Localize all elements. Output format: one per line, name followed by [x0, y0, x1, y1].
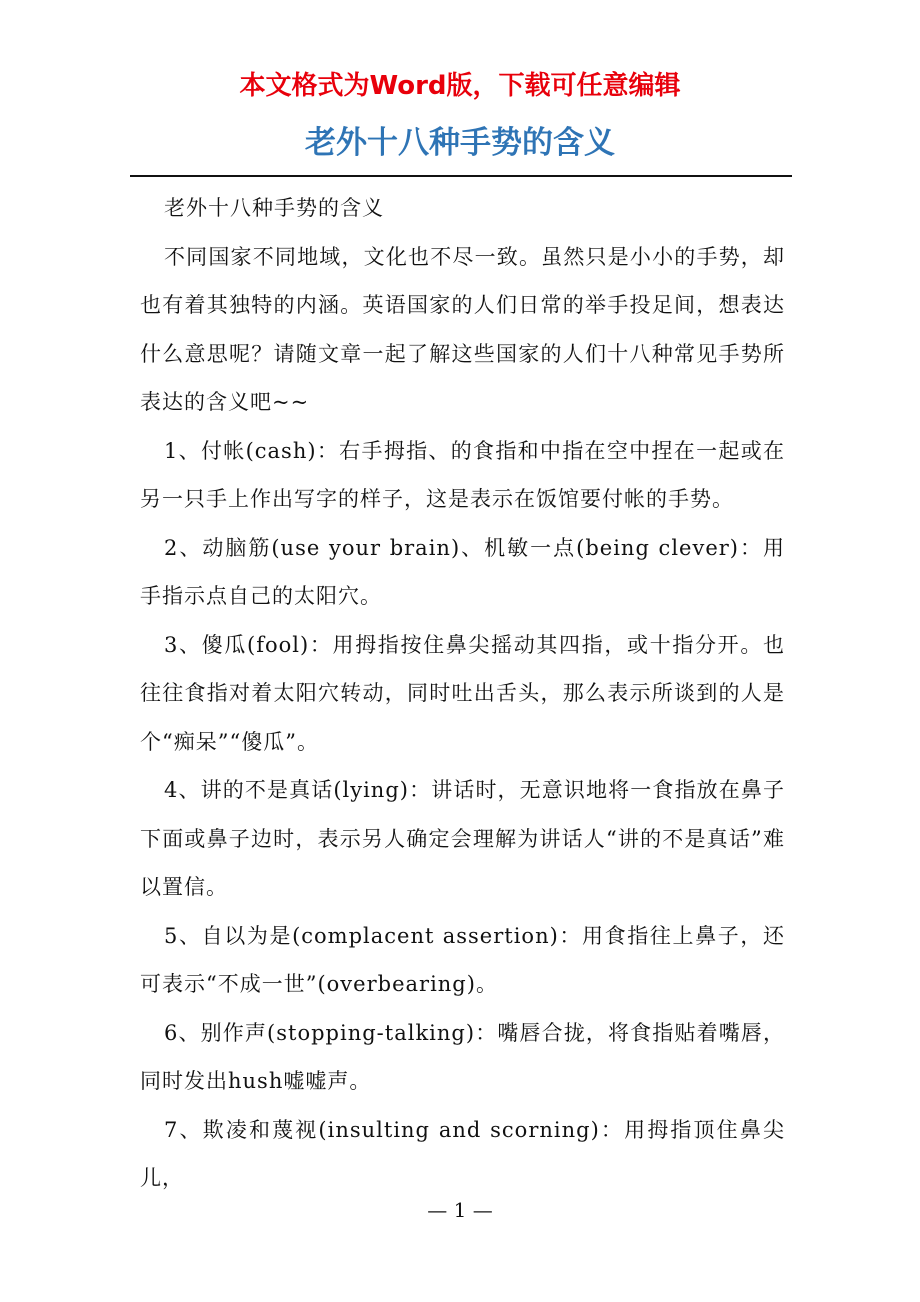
- document-title: 老外十八种手势的含义: [305, 125, 615, 161]
- paragraph-item-6: 6、别作声(stopping-talking)：嘴唇合拢，将食指贴着嘴唇，同时发出hush嘘嘘声。: [140, 1020, 785, 1093]
- paragraph-item-3: 3、傻瓜(fool)：用拇指按住鼻尖摇动其四指，或十指分开。也往往食指对着太阳穴转动，同时吐出舌头，那么表示所谈到的人是个“痴呆”“傻瓜”。: [140, 632, 785, 754]
- paragraph-item-4: 4、讲的不是真话(lying)：讲话时，无意识地将一食指放在鼻子下面或鼻子边时，表示另人确定会理解为讲话人“讲的不是真话”难以置信。: [140, 778, 785, 899]
- paragraph-intro: 不同国家不同地域，文化也不尽一致。虽然只是小小的手势，却也有着其独特的内涵。英语国家的人们日常的举手投足间，想表达什么意思呢？请随文章一起了解这些国家的人们十八种常见手势所表达的含义吧~~: [140, 244, 785, 414]
- paragraph-item-1: 1、付帐(cash)：右手拇指、的食指和中指在空中捏在一起或在另一只手上作出写字的样子，这是表示在饭馆要付帐的手势。: [140, 438, 785, 511]
- document-body: [140, 184, 785, 1203]
- paragraph-item-5: 5、自以为是(complacent assertion)：用食指往上鼻子，还可表示“不成一世”(overbearing)。: [140, 923, 785, 996]
- paragraph-item-2: 2、动脑筋(use your brain)、机敏一点(being clever)：用手指示点自己的太阳穴。: [140, 535, 785, 608]
- download-notice: 本文格式为Word版，下载可任意编辑: [239, 71, 681, 101]
- header-divider: [130, 175, 792, 177]
- paragraph-subtitle: 老外十八种手势的含义: [164, 196, 384, 220]
- paragraph-item-7: 7、欺凌和蔑视(insulting and scorning)：用拇指顶住鼻尖儿，: [140, 1117, 785, 1190]
- page-number: — 1 —: [427, 1198, 493, 1222]
